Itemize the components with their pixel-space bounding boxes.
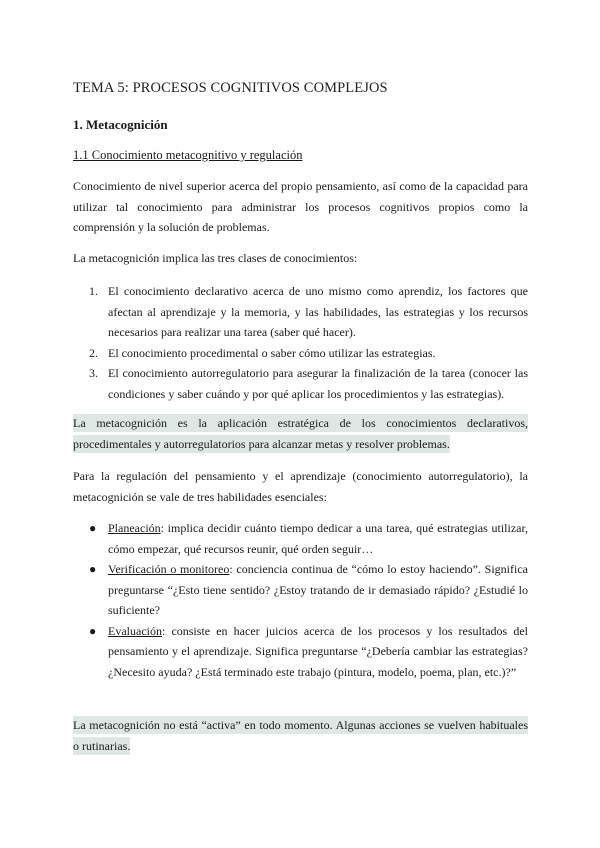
list-item <box>73 363 528 404</box>
list-item-text: El conocimiento procedimental o saber cómo utilizar las estrategias. <box>108 345 436 360</box>
skill-term: Evaluación <box>108 623 162 638</box>
list-item <box>73 343 528 364</box>
skill-term: Planeación <box>108 521 161 535</box>
list-item-text: El conocimiento declarativo acerca de uno mismo como aprendiz, los factores que afectan al aprendizaje y la memoria, y las habilidades, las estrategias y los recursos necesarios para realizar una tarea (saber qué hacer). <box>108 284 528 339</box>
paragraph-definition: Conocimiento de nivel superior acerca del propio pensamiento, así como de la capacidad para utilizar tal conocimiento para administrar los procesos cognitivos propios como la comprensión y la solución de problemas. <box>73 179 528 234</box>
list-item-text: El conocimiento autorregulatorio para asegurar la finalización de la tarea (conocer las condiciones y saber cuándo y por qué aplicar los procedimientos y las estrategias). <box>108 366 528 401</box>
highlight-text: La metacognición es la aplicación estratégica de los conocimientos declarativos, procedimentales y autorregulatorios para alcanzar metas y resolver problemas. <box>73 416 528 451</box>
list-item <box>73 281 528 343</box>
skill-description: : implica decidir cuánto tiempo dedicar a una tarea, qué estrategias utilizar, cómo empezar, qué recursos reunir, qué orden seguir… <box>108 521 528 556</box>
document-title: TEMA 5: PROCESOS COGNITIVOS COMPLEJOS <box>73 80 388 96</box>
list-item <box>73 559 528 621</box>
knowledge-list <box>73 281 528 404</box>
bullet-icon: ● <box>89 623 97 638</box>
section-heading: 1. Metacognición <box>73 117 168 132</box>
skill-description: : consiste en hacer juicios acerca de los procesos y los resultados del pensamiento y el aprendizaje. Significa preguntarse “¿Debería cambiar las estrategias? ¿Necesito ayuda? ¿Está terminado este trabajo (pintura, modelo, poema, plan, etc.)?” <box>108 623 528 679</box>
skill-term: Verificación o monitoreo <box>108 562 230 576</box>
skills-list <box>73 518 528 682</box>
paragraph-intro-list: La metacognición implica las tres clases de conocimientos: <box>73 251 358 265</box>
skill-description: : conciencia continua de “cómo lo estoy haciendo”. Significa preguntarse “¿Esto tiene sentido? ¿Estoy tratando de ir demasiado rápido? ¿Estudié lo suficiente? <box>108 562 528 617</box>
highlighted-paragraph <box>73 413 528 454</box>
list-number: 1. <box>89 284 98 298</box>
list-number: 3. <box>89 366 98 380</box>
paragraph-regulation: Para la regulación del pensamiento y el aprendizaje (conocimiento autorregulatorio), la metacognición se vale de tres habilidades esenciales: <box>73 469 528 504</box>
subsection-heading: 1.1 Conocimiento metacognitivo y regulación <box>73 148 303 162</box>
list-item <box>73 518 528 559</box>
bullet-icon: ● <box>89 521 97 535</box>
bullet-icon: ● <box>89 562 97 576</box>
list-item <box>73 621 528 683</box>
highlight-text: La metacognición no está “activa” en todo momento. Algunas acciones se vuelven habituales o rutinarias. <box>73 718 528 753</box>
highlighted-paragraph <box>73 715 528 756</box>
list-number: 2. <box>89 345 98 360</box>
